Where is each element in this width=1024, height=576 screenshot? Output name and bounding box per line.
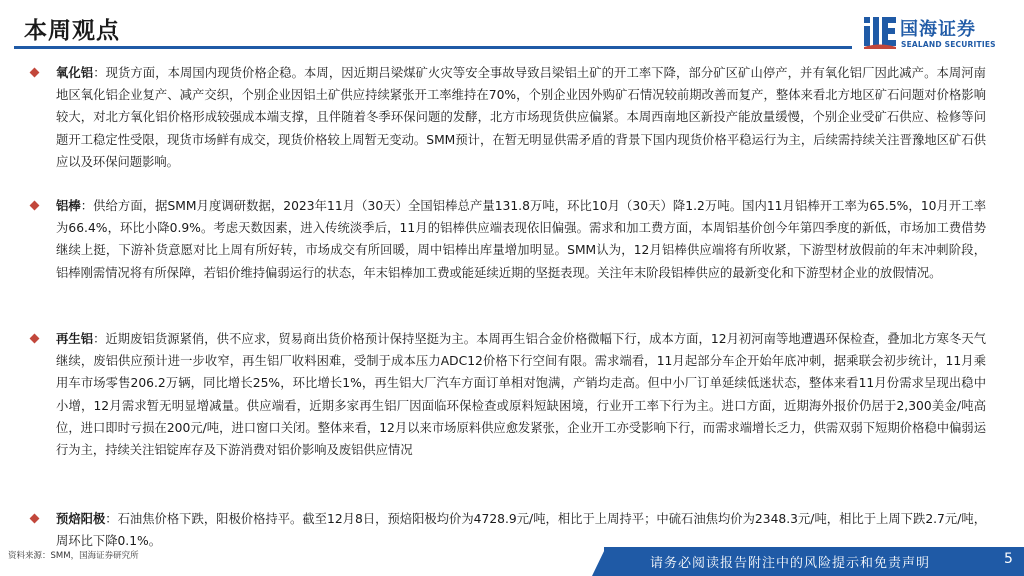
page-number: 5 <box>1004 551 1013 567</box>
logo-english-name: SEALAND SECURITIES <box>901 40 996 49</box>
footer-disclaimer: 请务必阅读报告附注中的风险提示和免责声明 <box>650 556 931 571</box>
source-note: 资料来源：SMM，国海证券研究所 <box>8 551 139 561</box>
diamond-bullet-icon <box>30 334 40 344</box>
section-text <box>56 328 986 461</box>
page-title: 本周观点 <box>24 18 120 44</box>
diamond-bullet-icon <box>30 201 40 211</box>
section-body: ：供给方面，据SMM月度调研数据，2023年11月（30天）全国铝棒总产量131.8万吨，环比10月（30天）降1.2万吨。国内11月铝棒开工率为65.5%，10月开工率为66.4%，环比小降0.9%。考虑天数因素，进入传统淡季后，11月的铝棒供应端表现依旧偏强。需求和加工费方面，本周铝基价创今年第四季度的新低，市场加工费借势继续上挺，下游补货意愿对比上周有所好转，市场成交有所回暖，周中铝棒出库量增加明显。SMM认为，12月铝棒供应端将有所收紧，下游型材放假前的年末冲刺阶段，铝棒刚需情况将有所保障，若铝价维持偏弱运行的状态，年末铝棒加工费或能延续近期的坚挺表现。关注年末阶段铝棒供应的最新变化和下游型材企业的放假情况。 <box>56 199 986 280</box>
section-body: ：石油焦价格下跌，阳极价格持平。截至12月8日，预焙阳极均价为4728.9元/吨，相比于上周持平；中硫石油焦均价为2348.3元/吨，相比于上周下跌2.7元/吨，周环比下降0.1%。 <box>56 512 986 549</box>
section-text <box>56 508 986 552</box>
diamond-bullet-icon <box>30 68 40 78</box>
diamond-bullet-icon <box>30 514 40 524</box>
section-heading: 铝棒 <box>56 199 81 213</box>
section-body: ：近期废铝货源紧俏，供不应求，贸易商出货价格预计保持坚挺为主。本周再生铝合金价格微幅下行，成本方面，12月初河南等地遭遇环保检查，叠加北方寒冬天气继续，废铝供应预计进一步收窄，再生铝厂收料困难，受制于成本压力ADC12价格下行空间有限。需求端看，11月起部分车企开始年底冲刺，据乘联会初步统计，11月乘用车市场零售206.2万辆，同比增长25%，环比增长1%，再生铝大厂汽车方面订单相对饱满，产销均走高。但中小厂订单延续低迷状态，整体来看11月份需求呈现出稳中小增，12月需求暂无明显增减量。供应端看，近期多家再生铝厂因面临环保检查或原料短缺困境，行业开工率下行为主。进口方面，近期海外报价仍居于2,300美金/吨高位，进口即时亏损在200元/吨，进口窗口关闭。整体来看，12月以来市场原料供应愈发紧张，企业开工亦受影响下行，而需求端增长乏力，供需双弱下短期价格稳中偏弱运行为主，持续关注铝锭库存及下游消费对铝价影响及废铝供应情况 <box>56 332 986 458</box>
section-text <box>56 62 986 173</box>
section-body: ：现货方面，本周国内现货价格企稳。本周，因近期吕梁煤矿火灾等安全事故导致吕梁铝土矿的开工率下降，部分矿区矿山停产，并有氧化铝厂因此减产。本周河南地区氧化铝企业复产、减产交织，个别企业因铝土矿供应持续紧张开工率维持在70%，个别企业因外购矿石情况较前期改善而复产，整体来看北方地区矿石问题对价格影响较大，对北方氧化铝价格形成较强成本端支撑，且伴随着冬季环保问题的发酵，北方市场现货供应偏紧。本周西南地区新投产能放量缓慢，个别企业受矿石供应、检修等问题开工稳定性受限，现货市场鲜有成交，现货价格较上周暂无变动。SMM预计，在暂无明显供需矛盾的背景下国内现货价格平稳运行为主，后续需持续关注晋豫地区矿石供应以及环保问题影响。 <box>56 66 986 169</box>
section-heading: 预焙阳极 <box>56 512 106 526</box>
section-heading: 再生铝 <box>56 332 94 346</box>
section-heading: 氧化铝 <box>56 66 94 80</box>
section-text <box>56 195 986 284</box>
logo-chinese-name: 国海证券 <box>900 19 976 40</box>
